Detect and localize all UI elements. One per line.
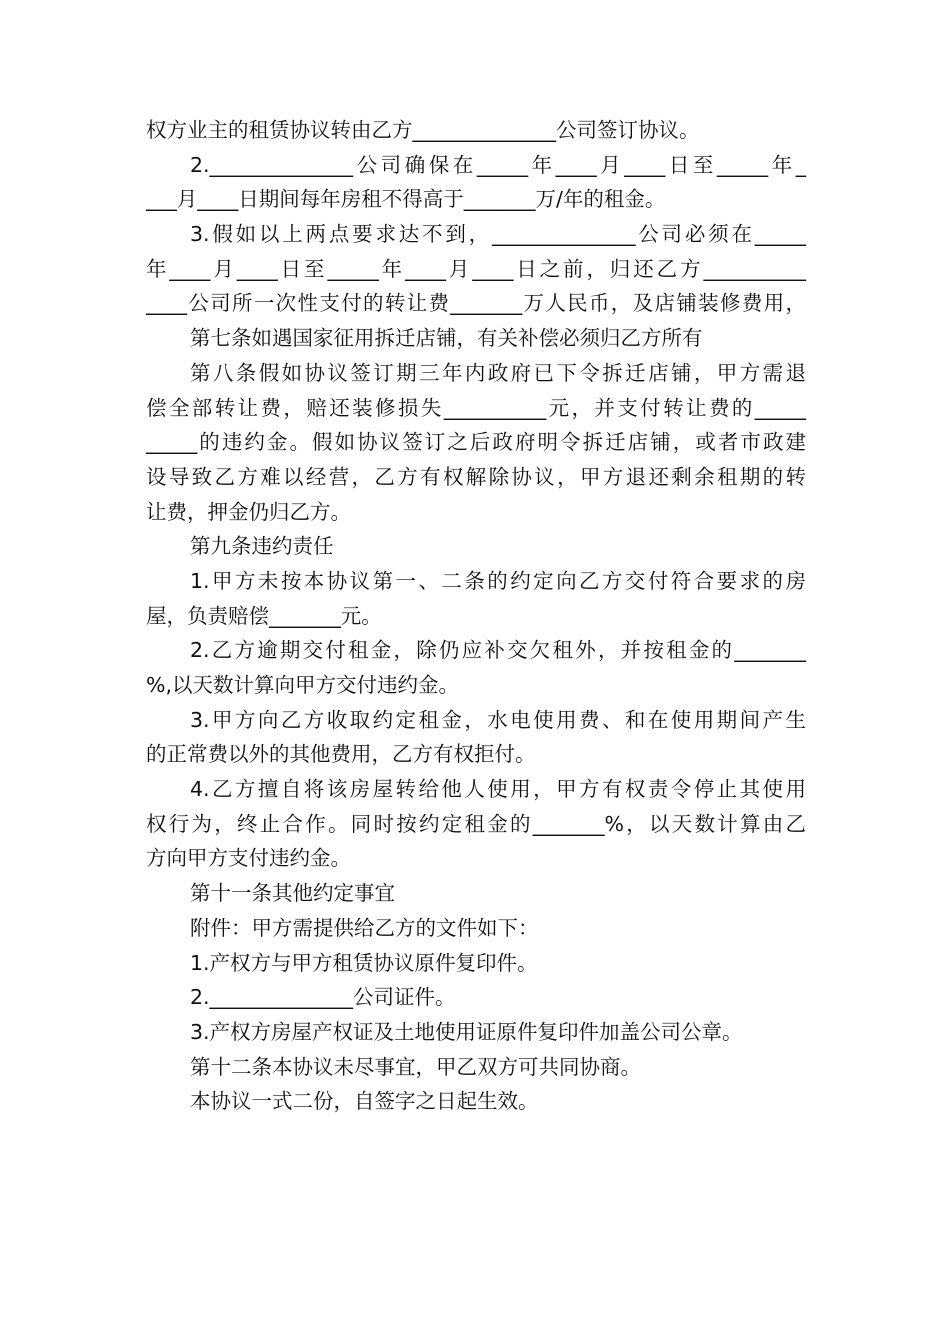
- document-line: 第十一条其他约定事宜: [190, 881, 395, 906]
- document-line: 3.甲方向乙方收取约定租金，水电使用费、和在使用期间产生: [190, 707, 806, 732]
- document-line: _____的违约金。假如协议签订之后政府明令拆迁店铺，或者市政建: [146, 430, 806, 455]
- document-line: 的正常费以外的其他费用，乙方有权拒付。: [146, 742, 536, 767]
- document-line: 4.乙方擅自将该房屋转给他人使用，甲方有权责令停止其使用: [190, 777, 806, 802]
- document-line: 设导致乙方难以经营，乙方有权解除协议，甲方退还剩余租期的转: [146, 464, 806, 489]
- document-line: 年____月____日至_____年____月____日之前，归还乙方__________: [146, 256, 806, 281]
- document-page: [146, 113, 806, 1119]
- document-line: 3.假如以上两点要求达不到，______________公司必须在_____: [190, 222, 806, 247]
- document-line: 第九条违约责任: [190, 534, 334, 559]
- document-line: 方向甲方支付违约金。: [146, 846, 351, 871]
- document-line: 2.______________公司确保在_____年____月____日至_____年_: [190, 152, 806, 177]
- document-line: 3.产权方房屋产权证及土地使用证原件复印件加盖公司公章。: [190, 1019, 743, 1044]
- document-line: 第八条假如协议签订期三年内政府已下令拆迁店铺，甲方需退: [190, 360, 806, 385]
- document-line: 本协议一式二份，自签字之日起生效。: [190, 1089, 539, 1114]
- document-line: 偿全部转让费，赔还装修损失__________元，并支付转让费的_____: [146, 395, 806, 420]
- document-line: 屋，负责赔偿_______元。: [146, 603, 382, 628]
- document-line: 1.产权方与甲方租赁协议原件复印件。: [190, 950, 538, 975]
- document-line: 权行为，终止合作。同时按约定租金的_______%，以天数计算由乙: [146, 811, 806, 836]
- document-line: ____公司所一次性支付的转让费_______万人民币，及店铺装修费用，: [146, 291, 806, 316]
- document-line: 1.甲方未按本协议第一、二条的约定向乙方交付符合要求的房: [190, 568, 806, 593]
- document-line: 权方业主的租赁协议转由乙方______________公司签订协议。: [146, 118, 700, 142]
- document-line: 附件：甲方需提供给乙方的文件如下：: [190, 915, 539, 940]
- document-line: 2.乙方逾期交付租金，除仍应补交欠租外，并按租金的_______: [190, 638, 806, 663]
- document-line: 第十二条本协议未尽事宜，甲乙双方可共同协商。: [190, 1054, 641, 1079]
- document-line: %,以天数计算向甲方交付违约金。: [146, 673, 459, 697]
- document-line: ___月____日期间每年房租不得高于_______万/年的租金。: [146, 187, 666, 212]
- document-line: 让费，押金仍归乙方。: [146, 499, 351, 524]
- document-line: 第七条如遇国家征用拆迁店铺，有关补偿必须归乙方所有: [190, 326, 703, 351]
- document-line: 2.______________公司证件。: [190, 985, 456, 1010]
